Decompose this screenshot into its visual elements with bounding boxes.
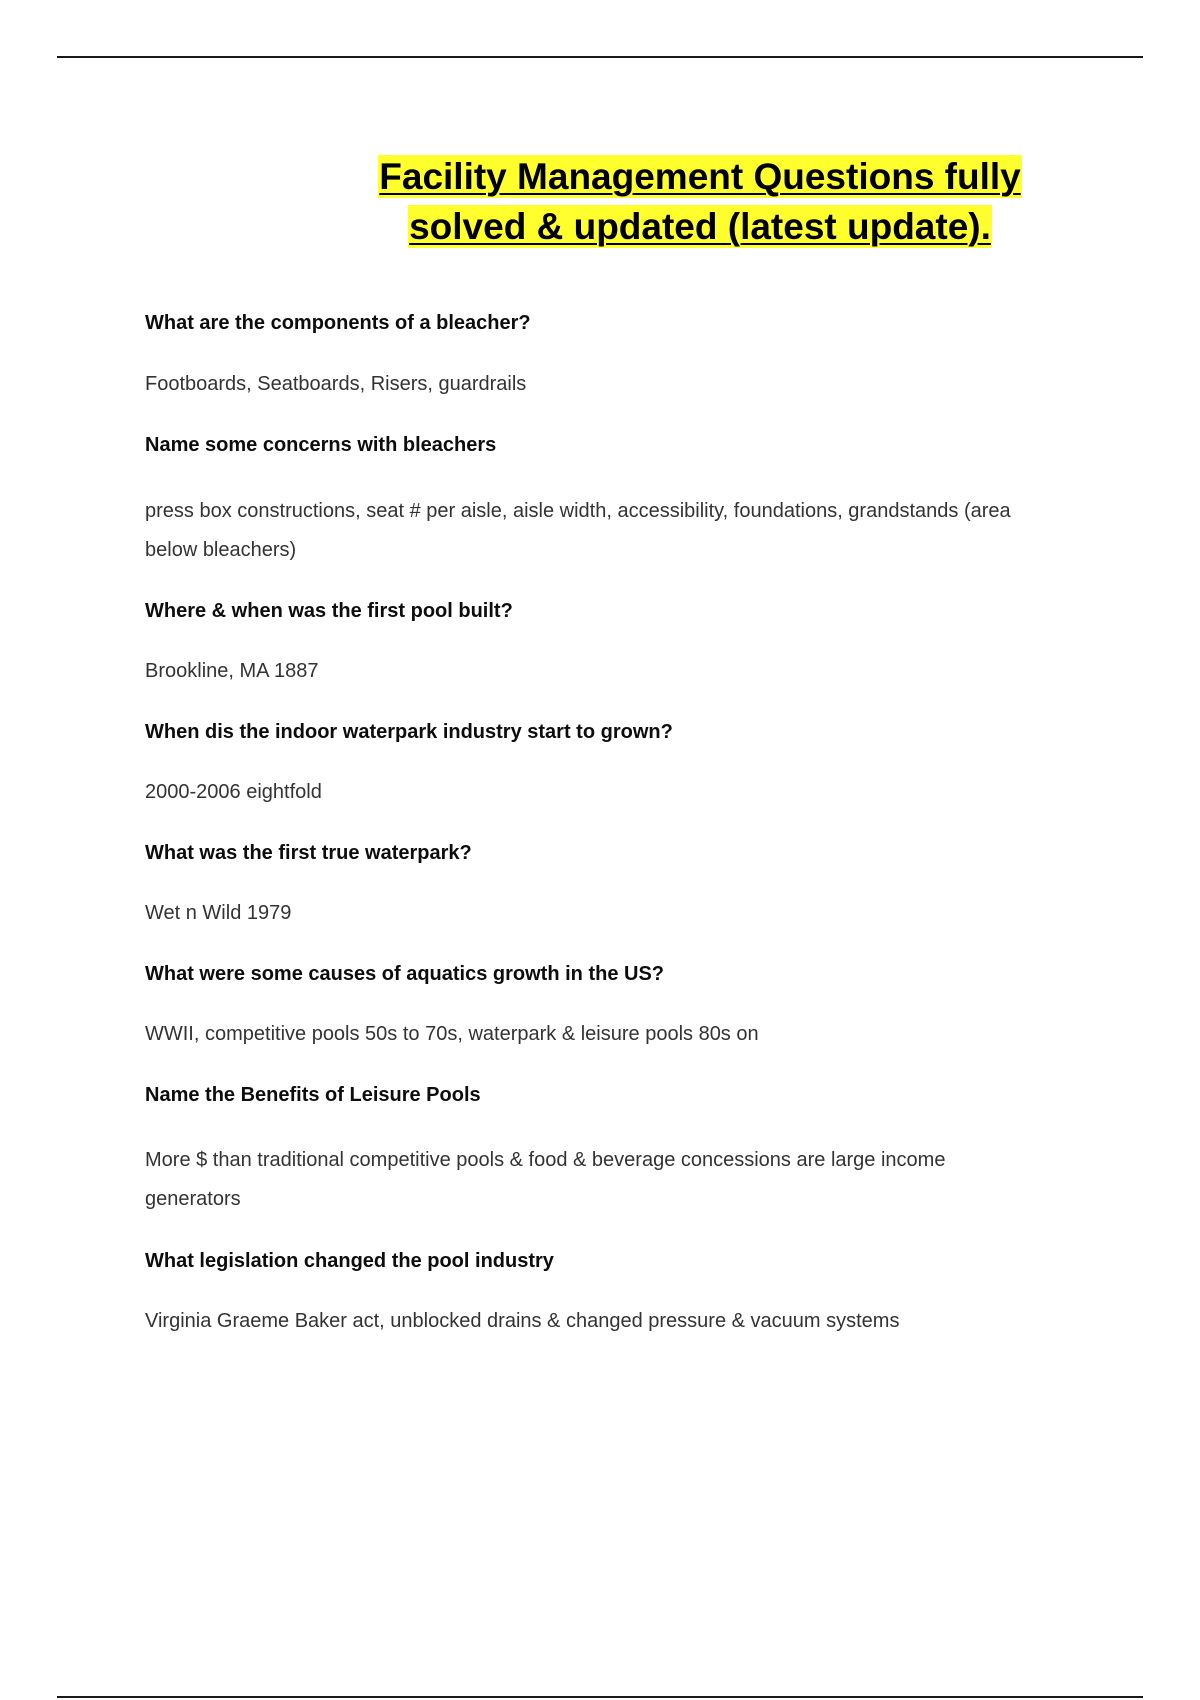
question: Name the Benefits of Leisure Pools [145,1084,481,1106]
qa-item [145,599,1065,623]
question: What are the components of a bleacher? [145,312,531,334]
answer: Wet n Wild 1979 [145,902,292,924]
footer-rule [57,1696,1143,1698]
qa-item [145,773,1065,812]
answer: WWII, competitive pools 50s to 70s, waterpark & leisure pools 80s on [145,1023,759,1045]
question: When dis the indoor waterpark industry start to grown? [145,721,673,743]
qa-item [145,1083,1065,1107]
document-title [320,152,1080,252]
header-rule [57,56,1143,58]
qa-item [145,720,1065,744]
answer: More $ than traditional competitive pools & food & beverage concessions are large income generators [145,1149,946,1210]
question: Where & when was the first pool built? [145,600,513,622]
qa-item [145,1302,1065,1341]
question: What legislation changed the pool industry [145,1250,554,1272]
question: What was the first true waterpark? [145,842,472,864]
title-line-1: Facility Management Questions fully [379,156,1021,197]
qa-item [145,962,1065,986]
qa-item [145,492,1055,570]
qa-item [145,311,1065,335]
qa-item [145,841,1065,865]
qa-item [145,894,1065,933]
answer: Virginia Graeme Baker act, unblocked drains & changed pressure & vacuum systems [145,1310,900,1332]
qa-item [145,433,1065,457]
qa-item [145,1015,1065,1054]
qa-item [145,652,1065,691]
answer: Brookline, MA 1887 [145,660,319,682]
qa-item [145,365,1065,404]
question: What were some causes of aquatics growth in the US? [145,963,664,985]
answer: press box constructions, seat # per aisle, aisle width, accessibility, foundations, grandstands (area below bleachers) [145,500,1011,561]
title-line-2: solved & updated (latest update). [409,206,991,247]
question: Name some concerns with bleachers [145,434,497,456]
answer: 2000-2006 eightfold [145,781,322,803]
qa-item [145,1141,985,1219]
qa-item [145,1249,1065,1273]
answer: Footboards, Seatboards, Risers, guardrails [145,373,527,395]
